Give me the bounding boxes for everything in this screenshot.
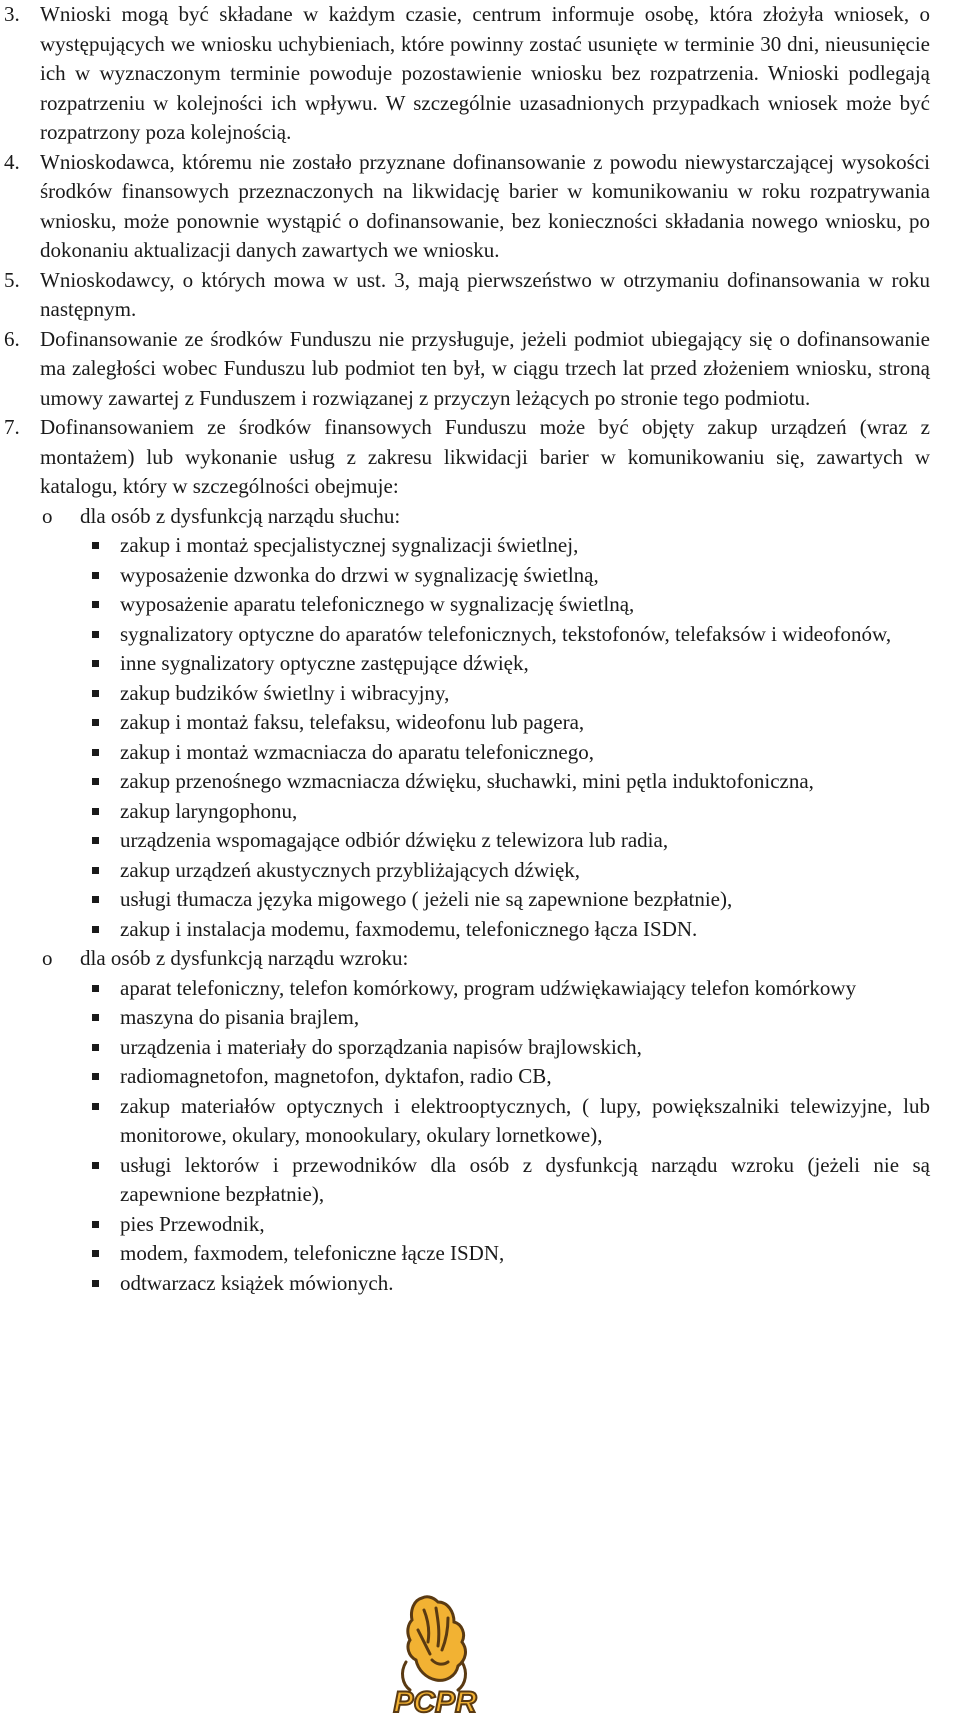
- list-item: [80, 708, 930, 738]
- paragraph-text: Dofinansowaniem ze środków finansowych Funduszu może być objęty zakup urządzeń (wraz z montażem) lub wykonanie usług z zakresu likwidacji barier w komunikowaniu się, zawartych w katalogu, który w szczególności obejmuje:: [40, 415, 930, 498]
- paragraph-number: 5.: [4, 267, 20, 292]
- list-item-text: sygnalizatory optyczne do aparatów telefonicznych, tekstofonów, telefaksów i wideofonów,: [120, 621, 892, 646]
- list-item-text: maszyna do pisania brajlem,: [120, 1005, 360, 1029]
- list-item-text: odtwarzacz książek mówionych.: [120, 1270, 394, 1295]
- paragraph-text: Dofinansowanie ze środków Funduszu nie przysługuje, jeżeli podmiot ubiegający się o dofinansowanie ma zaległości wobec Funduszu lub podmiot ten był, w ciągu trzech lat przed złożeniem wniosku, stroną umowy zawartej z Funduszem i rozwiązanej z przyczyn leżących po stronie tego podmiotu.: [40, 326, 930, 410]
- paragraph-4: [0, 148, 930, 266]
- square-bullet-icon: [80, 531, 120, 561]
- square-bullet-icon: [80, 1003, 120, 1033]
- list-item-text: usługi lektorów i przewodników dla osób z dysfunkcją narządu wzroku (jeżeli nie są zapewnione bezpłatnie),: [120, 1152, 930, 1206]
- paragraph-number: 4.: [4, 149, 20, 174]
- logo-text: PCPR: [393, 1686, 477, 1719]
- list-item: [80, 826, 930, 856]
- list-item: [80, 738, 930, 768]
- group-hearing: [0, 502, 930, 945]
- list-item-text: zakup i montaż specjalistycznej sygnalizacji świetlnej,: [120, 533, 579, 557]
- square-bullet-icon: [80, 767, 120, 797]
- list-item: [80, 767, 930, 797]
- paragraph-text: Wnioskodawcy, o których mowa w ust. 3, mają pierwszeństwo w otrzymaniu dofinansowania w roku następnym.: [40, 267, 930, 321]
- group-title: dla osób z dysfunkcją narządu wzroku:: [80, 946, 409, 970]
- list-item: [80, 1210, 930, 1240]
- hands-logo-icon: [370, 1590, 500, 1720]
- list-item-text: urządzenia wspomagające odbiór dźwięku z telewizora lub radia,: [120, 828, 669, 852]
- list-item: [80, 1092, 930, 1151]
- list-item: [80, 649, 930, 679]
- list-item: [80, 531, 930, 561]
- square-bullet-icon: [80, 708, 120, 738]
- square-bullet-icon: [80, 1092, 120, 1151]
- list-item: [80, 1033, 930, 1063]
- square-bullet-icon: [80, 915, 120, 945]
- paragraph-7: [0, 413, 930, 502]
- square-bullet-icon: [80, 1151, 120, 1210]
- square-bullet-icon: [80, 620, 120, 650]
- list-item-text: wyposażenie aparatu telefonicznego w sygnalizację świetlną,: [120, 592, 635, 616]
- list-item-text: zakup przenośnego wzmacniacza dźwięku, słuchawki, mini pętla induktofoniczna,: [120, 769, 814, 793]
- group-body: [80, 502, 930, 945]
- list-item: [80, 561, 930, 591]
- square-bullet-icon: [80, 679, 120, 709]
- list-item-text: radiomagnetofon, magnetofon, dyktafon, radio CB,: [120, 1064, 552, 1088]
- list-item: [80, 1239, 930, 1269]
- paragraph-number: 3.: [4, 2, 20, 26]
- square-bullet-icon: [80, 974, 120, 1004]
- paragraph-text: Wnioski mogą być składane w każdym czasie, centrum informuje osobę, która złożyła wniosek, o występujących we wniosku uchybieniach, które powinny zostać usunięte w terminie 30 dni, nieusunięcie ich w wyznaczonym terminie powoduje pozostawienie wniosku bez rozpatrzenia. Wnioski podlegają rozpatrzeniu w kolejności ich wpływu. W szczególnie uzasadnionych przypadkach wniosek może być rozpatrzony poza kolejnością.: [40, 2, 930, 144]
- list-item: [80, 1269, 930, 1299]
- list-item-text: urządzenia i materiały do sporządzania napisów brajlowskich,: [120, 1034, 642, 1059]
- list-item: [80, 590, 930, 620]
- square-bullet-icon: [80, 885, 120, 915]
- list-item: [80, 974, 930, 1004]
- paragraph-number: 7.: [4, 415, 20, 439]
- square-bullet-icon: [80, 561, 120, 591]
- group-vision: [0, 944, 930, 1298]
- list-item-text: zakup i instalacja modemu, faxmodemu, telefonicznego łącza ISDN.: [120, 916, 698, 941]
- square-bullet-icon: [80, 649, 120, 679]
- list-item: [80, 915, 930, 945]
- list-item-text: wyposażenie dzwonka do drzwi w sygnalizację świetlną,: [120, 562, 599, 587]
- paragraph-number: 6.: [4, 326, 20, 351]
- list-item-text: usługi tłumacza języka migowego ( jeżeli nie są zapewnione bezpłatnie),: [120, 887, 733, 911]
- paragraph-5: [0, 266, 930, 325]
- square-bullet-icon: [80, 797, 120, 827]
- group-title: dla osób z dysfunkcją narządu słuchu:: [80, 503, 401, 528]
- bullet-list: [80, 531, 930, 944]
- group-marker: o: [42, 946, 53, 970]
- list-item: [80, 1151, 930, 1210]
- square-bullet-icon: [80, 856, 120, 886]
- list-item-text: zakup i montaż faksu, telefaksu, wideofonu lub pagera,: [120, 710, 585, 734]
- square-bullet-icon: [80, 1269, 120, 1299]
- square-bullet-icon: [80, 590, 120, 620]
- pcpr-logo: [370, 1590, 500, 1720]
- list-item: [80, 797, 930, 827]
- list-item-text: modem, faxmodem, telefoniczne łącze ISDN,: [120, 1241, 505, 1265]
- list-item-text: zakup i montaż wzmacniacza do aparatu telefonicznego,: [120, 739, 595, 764]
- list-item-text: zakup laryngophonu,: [120, 798, 298, 823]
- paragraph-text: Wnioskodawca, któremu nie zostało przyznane dofinansowanie z powodu niewystarczającej wysokości środków finansowych przeznaczonych na likwidację barier w komunikowaniu w roku rozpatrywania wniosku, może ponownie wystąpić o dofinansowanie, bez konieczności składania nowego wniosku, po dokonaniu aktualizacji danych zawartych we wniosku.: [40, 149, 930, 262]
- list-item-text: zakup urządzeń akustycznych przybliżających dźwięk,: [120, 857, 581, 882]
- list-item: [80, 1003, 930, 1033]
- square-bullet-icon: [80, 1062, 120, 1092]
- square-bullet-icon: [80, 1210, 120, 1240]
- list-item: [80, 856, 930, 886]
- group-body: [80, 944, 930, 1298]
- square-bullet-icon: [80, 738, 120, 768]
- paragraph-3: [0, 0, 930, 148]
- list-item: [80, 1062, 930, 1092]
- paragraph-6: [0, 325, 930, 414]
- bullet-list: [80, 974, 930, 1299]
- list-item-text: pies Przewodnik,: [120, 1211, 265, 1236]
- list-item-text: aparat telefoniczny, telefon komórkowy, program udźwiękawiający telefon komórkowy: [120, 975, 857, 1000]
- list-item-text: zakup budzików świetlny i wibracyjny,: [120, 680, 450, 705]
- square-bullet-icon: [80, 1033, 120, 1063]
- square-bullet-icon: [80, 826, 120, 856]
- list-item: [80, 679, 930, 709]
- list-item-text: inne sygnalizatory optyczne zastępujące dźwięk,: [120, 651, 529, 675]
- list-item: [80, 885, 930, 915]
- square-bullet-icon: [80, 1239, 120, 1269]
- list-item-text: zakup materiałów optycznych i elektrooptycznych, ( lupy, powiększalniki telewizyjne, lub monitorowe, okulary, monookulary, okulary lornetkowe),: [120, 1093, 930, 1147]
- list-item: [80, 620, 930, 650]
- group-marker: o: [42, 503, 53, 528]
